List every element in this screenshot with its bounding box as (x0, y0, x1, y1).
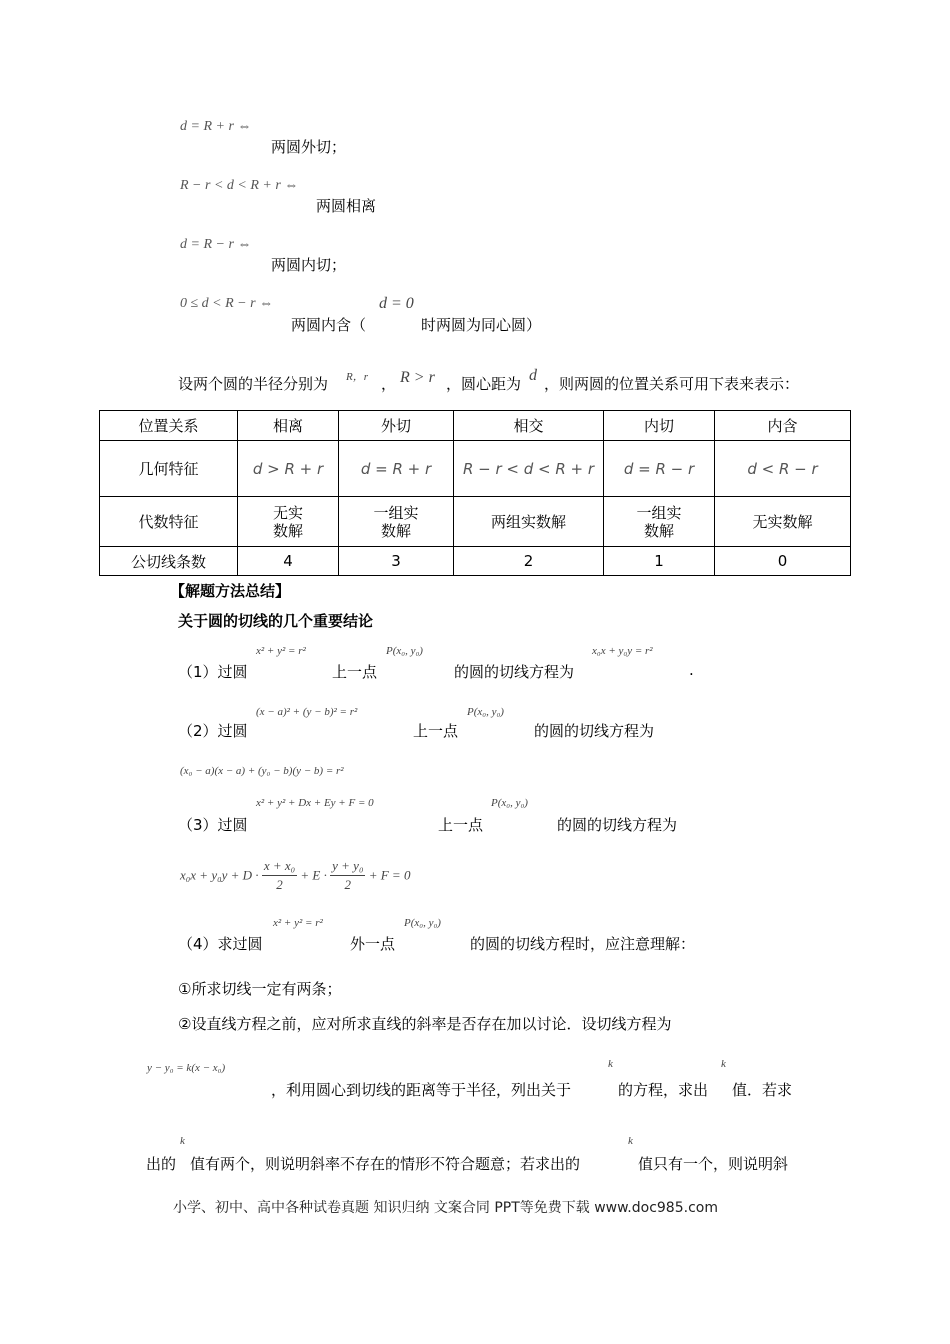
item2-tangent-text: 的圆的切线方程为 (534, 722, 655, 740)
math-d-zero: d = 0 (379, 295, 414, 312)
table-cell-tangents: 0 (715, 547, 851, 576)
table-cell-tangents: 4 (238, 547, 339, 576)
item1-circle-eq: x² + y² = r² (256, 645, 306, 657)
table-cell-geometry: R − r < d < R + r (454, 441, 604, 497)
fraction-numerator: x + x₀ (262, 857, 297, 876)
note-4a: 出的 (146, 1155, 177, 1173)
note-1: ①所求切线一定有两条； (178, 980, 342, 998)
fraction-denominator: 2 (344, 877, 352, 892)
table-cell-tangents: 2 (454, 547, 604, 576)
math-separate: R − r < d < R + r ⇔ (180, 178, 299, 193)
text-contained: 两圆内含（ (291, 316, 367, 334)
table-cell-algebra (238, 497, 339, 547)
note-k: k (180, 1135, 185, 1147)
note-3c: 值．若求 (732, 1081, 793, 1099)
item4-outer-point: 外一点 (350, 935, 396, 953)
table-label-tangents: 公切线条数 (100, 547, 238, 576)
fraction-numerator: y + y₀ (330, 857, 365, 876)
note-3a: ，利用圆心到切线的距离等于半径，列出关于 (271, 1081, 572, 1099)
intro-text-3: ，则两圆的位置关系可用下表来表示： (544, 375, 800, 393)
summary-heading: 【解题方法总结】 (170, 582, 291, 600)
table-cell-geometry: d = R − r (604, 441, 715, 497)
table-cell-algebra (604, 497, 715, 547)
item3-tangent-text: 的圆的切线方程为 (557, 816, 678, 834)
intro-text-1: 设两个圆的半径分别为 (178, 375, 329, 393)
position-relation-table (99, 410, 851, 576)
intro-math-r-gt: R > r (400, 369, 435, 386)
table-cell-tangents: 3 (339, 547, 454, 576)
page-footer: 小学、初中、高中各种试卷真题 知识归纳 文案合同 PPT等免费下载 www.doc985.com (173, 1200, 718, 1216)
cell-line: 数解 (380, 521, 411, 540)
note-2: ②设直线方程之前，应对所求直线的斜率是否存在加以讨论．设切线方程为 (178, 1015, 672, 1033)
eq-part: + E · (300, 867, 327, 883)
item4-circle-eq: x² + y² = r² (273, 917, 323, 929)
item1-point: P(x₀, y₀) (386, 645, 423, 657)
item3-on-point: 上一点 (438, 816, 484, 834)
text-concentric: 时两圆为同心圆） (421, 316, 542, 334)
item3-point: P(x₀, y₀) (491, 797, 528, 809)
item1-tangent-eq: x₀x + y₀y = r² (592, 645, 653, 657)
item2-circle-eq: (x − a)² + (y − b)² = r² (256, 706, 358, 718)
item1-prefix: （1）过圆 (178, 663, 248, 681)
table-label-geometry: 几何特征 (100, 441, 238, 497)
intro-text-2: ，圆心距为 (446, 375, 522, 393)
table-header-cell: 相离 (238, 411, 339, 441)
text-internal-tangent: 两圆内切； (271, 256, 347, 274)
item3-circle-eq: x² + y² + Dx + Ey + F = 0 (256, 797, 374, 809)
math-contained: 0 ≤ d < R − r ⇔ (180, 296, 274, 311)
table-header-cell: 位置关系 (100, 411, 238, 441)
note-k: k (608, 1058, 613, 1070)
fraction-denominator: 2 (276, 877, 283, 892)
cell-line: 一组实 (373, 503, 419, 522)
item2-prefix: （2）过圆 (178, 722, 248, 740)
intro-math-d: d (529, 367, 537, 384)
note-4c: 值只有一个，则说明斜 (638, 1155, 789, 1173)
cell-line: 一组实 (636, 503, 682, 522)
item2-point: P(x₀, y₀) (467, 706, 504, 718)
item3-prefix: （3）过圆 (178, 816, 248, 834)
table-cell-geometry: d > R + r (238, 441, 339, 497)
item1-on-point: 上一点 (332, 663, 378, 681)
cell-line: 无实 (272, 503, 303, 522)
table-header-cell: 相交 (454, 411, 604, 441)
table-cell-geometry: d = R + r (339, 441, 454, 497)
note-k: k (628, 1135, 633, 1147)
text-external-tangent: 两圆外切； (271, 138, 347, 156)
item1-tangent-text: 的圆的切线方程为 (454, 663, 575, 681)
item4-prefix: （4）求过圆 (178, 935, 263, 953)
table-row-algebra (100, 497, 851, 547)
fraction (262, 857, 297, 894)
eq-part: + F = 0 (368, 867, 411, 883)
table-cell-geometry: d < R − r (715, 441, 851, 497)
table-header-cell: 内含 (715, 411, 851, 441)
cell-line: 数解 (643, 521, 674, 540)
item2-tangent-eq: (x₀ − a)(x − a) + (y₀ − b)(y − b) = r² (180, 765, 344, 777)
table-row-tangents (100, 547, 851, 576)
table-cell-algebra (339, 497, 454, 547)
note-4b: 值有两个，则说明斜率不存在的情形不符合题意；若求出的 (190, 1155, 581, 1173)
table-header-cell: 内切 (604, 411, 715, 441)
table-label-algebra: 代数特征 (100, 497, 238, 547)
intro-sep: ， (381, 375, 397, 393)
table-header-cell: 外切 (339, 411, 454, 441)
table-cell-tangents: 1 (604, 547, 715, 576)
math-external-tangent: d = R + r ⇔ (180, 119, 252, 134)
note-k: k (721, 1058, 726, 1070)
note-3b: 的方程，求出 (618, 1081, 709, 1099)
intro-math-radii: R，r (346, 371, 368, 383)
table-row-header (100, 411, 851, 441)
summary-subheading: 关于圆的切线的几个重要结论 (178, 612, 374, 630)
item2-on-point: 上一点 (413, 722, 459, 740)
math-internal-tangent: d = R − r ⇔ (180, 237, 252, 252)
item4-tangent-text: 的圆的切线方程时，应注意理解： (470, 935, 696, 953)
note-line-eq: y − y₀ = k(x − x₀) (147, 1062, 226, 1074)
fraction (330, 857, 365, 894)
table-cell-algebra: 无实数解 (715, 497, 851, 547)
table-row-geometry (100, 441, 851, 497)
cell-line: 数解 (272, 521, 303, 540)
eq-part: x₀x + y₀y + D · (180, 867, 259, 883)
text-separate: 两圆相离 (316, 197, 377, 215)
table-cell-algebra: 两组实数解 (454, 497, 604, 547)
item3-tangent-eq (180, 857, 410, 894)
item4-point: P(x₀, y₀) (404, 917, 441, 929)
item1-period: . (689, 661, 694, 679)
